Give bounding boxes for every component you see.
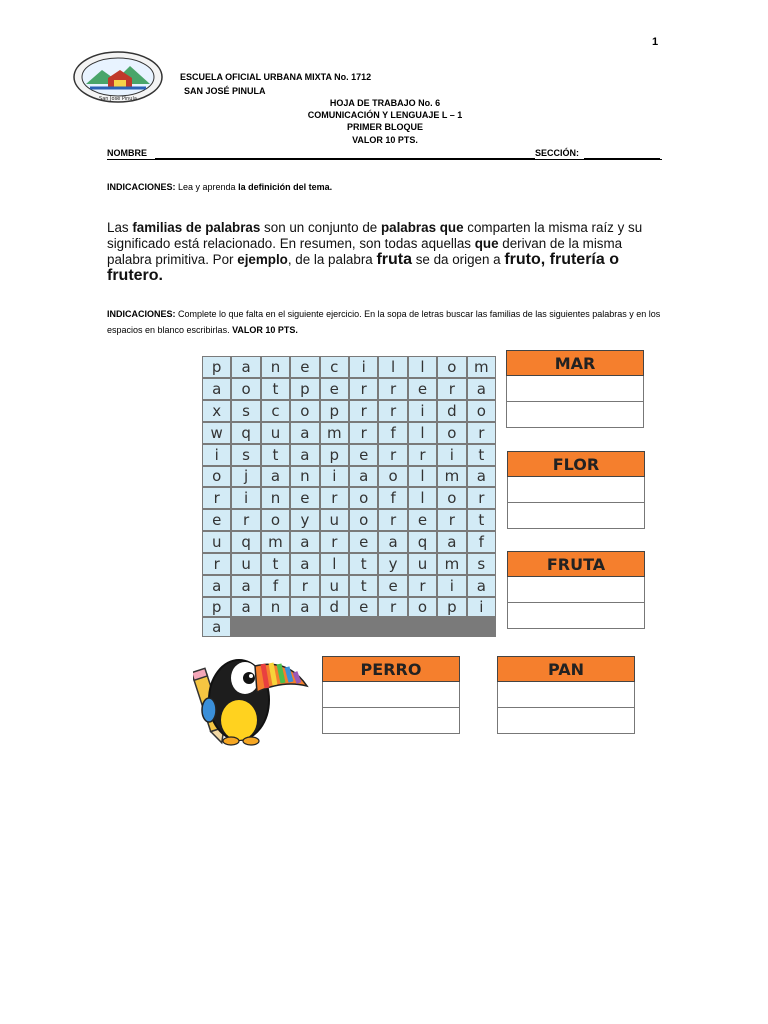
def-text: son un conjunto de [260, 220, 381, 235]
grid-cell[interactable]: r [203, 554, 230, 574]
grid-cell[interactable]: m [438, 554, 465, 574]
answer-line[interactable] [497, 682, 635, 708]
grid-cell[interactable]: r [321, 488, 348, 508]
answer-line[interactable] [322, 682, 460, 708]
grid-cell[interactable]: r [379, 598, 406, 616]
block-title: PRIMER BLOQUE [346, 122, 423, 132]
word-box-title: PERRO [322, 656, 460, 682]
grid-cell[interactable]: o [379, 467, 406, 487]
grid-cell[interactable]: o [350, 488, 377, 508]
def-bold: palabras que [380, 220, 464, 235]
grid-cell[interactable]: r [379, 510, 406, 530]
grid-cell[interactable]: a [291, 554, 318, 574]
grid-cell[interactable]: i [409, 401, 436, 421]
grid-cell[interactable]: r [379, 401, 406, 421]
grid-cell[interactable]: e [291, 357, 318, 377]
word-box-flor [507, 451, 645, 529]
grid-cell[interactable]: m [438, 467, 465, 487]
grid-cell[interactable]: r [203, 488, 230, 508]
grid-cell[interactable]: c [321, 357, 348, 377]
grid-cell[interactable]: i [232, 488, 259, 508]
grid-cell[interactable]: r [379, 445, 406, 465]
instructions-label: INDICACIONES: [107, 182, 176, 192]
grid-cell[interactable]: i [438, 576, 465, 596]
grid-cell[interactable]: r [321, 532, 348, 552]
instructions-value: VALOR 10 PTS. [232, 325, 298, 335]
school-seal-logo [72, 50, 164, 104]
grid-cell[interactable]: e [350, 532, 377, 552]
grid-cell[interactable]: t [350, 576, 377, 596]
grid-cell[interactable]: a [203, 618, 230, 636]
answer-line[interactable] [507, 603, 645, 629]
grid-cell[interactable]: r [409, 445, 436, 465]
grid-cell[interactable]: o [262, 510, 289, 530]
def-bold: que [474, 236, 499, 251]
section-label: SECCIÓN: [535, 148, 580, 158]
grid-cell[interactable]: p [438, 598, 465, 616]
instructions-text: Lea y aprenda [175, 182, 239, 192]
grid-cell[interactable]: l [409, 357, 436, 377]
grid-cell[interactable]: p [321, 445, 348, 465]
name-label: NOMBRE [107, 148, 147, 158]
answer-line[interactable] [506, 376, 644, 402]
answer-line[interactable] [322, 708, 460, 734]
grid-cell[interactable]: e [409, 379, 436, 399]
grid-cell[interactable]: q [232, 532, 259, 552]
grid-cell[interactable]: o [438, 357, 465, 377]
grid-cell[interactable]: u [203, 532, 230, 552]
grid-cell[interactable]: l [379, 357, 406, 377]
toucan-pencil-illustration [193, 640, 311, 750]
def-text: Las [107, 220, 133, 235]
grid-cell[interactable]: m [262, 532, 289, 552]
grid-cell[interactable]: j [232, 467, 259, 487]
def-text: se da origen a [412, 252, 505, 267]
sheet-title: HOJA DE TRABAJO No. 6 [329, 98, 441, 108]
grid-cell[interactable]: p [203, 357, 230, 377]
grid-cell[interactable]: n [262, 598, 289, 616]
def-text: comparten la misma raíz y su significado está relacionado. En resumen, son todas aquellas [107, 220, 643, 251]
grid-cell[interactable]: u [409, 554, 436, 574]
grid-cell[interactable]: a [232, 357, 259, 377]
grid-cell[interactable]: y [379, 554, 406, 574]
grid-cell[interactable]: i [438, 445, 465, 465]
instructions-label: INDICACIONES: [107, 309, 176, 319]
grid-cell[interactable]: f [468, 532, 495, 552]
word-box-title: FRUTA [507, 551, 645, 577]
def-text: , de la palabra [287, 252, 377, 267]
def-bold: ejemplo [237, 252, 288, 267]
grid-cell[interactable]: n [262, 488, 289, 508]
grid-cell[interactable]: d [438, 401, 465, 421]
word-box-title: PAN [497, 656, 635, 682]
grid-cell[interactable]: a [468, 467, 495, 487]
grid-cell[interactable]: d [321, 598, 348, 616]
answer-line[interactable] [506, 402, 644, 428]
grid-cell[interactable]: r [232, 510, 259, 530]
answer-line[interactable] [507, 577, 645, 603]
value-title: VALOR 10 PTS. [352, 135, 418, 145]
grid-cell[interactable]: o [291, 401, 318, 421]
grid-cell[interactable]: e [409, 510, 436, 530]
grid-cell[interactable]: l [409, 423, 436, 443]
grid-cell[interactable]: f [262, 576, 289, 596]
grid-cell[interactable]: i [350, 357, 377, 377]
answer-line[interactable] [507, 477, 645, 503]
grid-cell[interactable]: r [350, 379, 377, 399]
school-name: ESCUELA OFICIAL URBANA MIXTA No. 1712 [180, 72, 372, 82]
grid-cell[interactable]: l [321, 554, 348, 574]
grid-cell[interactable]: q [409, 532, 436, 552]
grid-cell[interactable]: e [321, 379, 348, 399]
grid-cell[interactable]: t [262, 379, 289, 399]
grid-cell[interactable]: i [468, 598, 495, 616]
grid-cell[interactable]: r [468, 488, 495, 508]
grid-cell[interactable]: a [291, 532, 318, 552]
def-text: derivan de la misma palabra primitiva. Por [107, 236, 623, 267]
grid-cell[interactable]: l [409, 488, 436, 508]
school-city: SAN JOSÉ PINULA [184, 86, 266, 96]
svg-text:San José Pinula: San José Pinula [99, 96, 137, 102]
instructions-topic: la definición del tema. [238, 182, 333, 192]
grid-cell[interactable]: r [409, 576, 436, 596]
grid-cell[interactable]: e [379, 576, 406, 596]
word-box-perro [322, 656, 460, 734]
grid-cell[interactable]: a [291, 423, 318, 443]
grid-cell[interactable]: e [291, 488, 318, 508]
grid-cell[interactable]: r [468, 423, 495, 443]
grid-cell[interactable]: a [203, 576, 230, 596]
grid-cell[interactable]: t [468, 445, 495, 465]
grid-cell[interactable]: a [468, 576, 495, 596]
instructions-exercise [107, 306, 667, 338]
page-number: 1 [652, 36, 659, 48]
grid-cell[interactable]: u [262, 423, 289, 443]
word-search-grid [202, 356, 496, 637]
grid-cell[interactable]: s [232, 401, 259, 421]
grid-cell[interactable]: t [262, 554, 289, 574]
grid-cell[interactable]: o [232, 379, 259, 399]
grid-cell[interactable]: n [291, 467, 318, 487]
grid-cell[interactable]: a [232, 576, 259, 596]
grid-cell[interactable]: a [438, 532, 465, 552]
grid-cell[interactable]: i [321, 467, 348, 487]
word-box-pan [497, 656, 635, 734]
word-box-fruta [507, 551, 645, 629]
instructions-read [107, 182, 332, 192]
answer-line[interactable] [507, 503, 645, 529]
grid-cell[interactable]: o [203, 467, 230, 487]
word-box-title: MAR [506, 350, 644, 376]
definition-paragraph [107, 220, 667, 284]
subject-title: COMUNICACIÓN Y LENGUAJE L – 1 [307, 110, 463, 120]
grid-cell[interactable]: t [468, 510, 495, 530]
grid-cell[interactable]: a [262, 467, 289, 487]
answer-line[interactable] [497, 708, 635, 734]
grid-cell[interactable]: r [350, 423, 377, 443]
grid-cell[interactable]: o [409, 598, 436, 616]
grid-cell[interactable]: f [379, 423, 406, 443]
word-box-mar [506, 350, 644, 428]
grid-cell[interactable]: r [291, 576, 318, 596]
grid-cell[interactable]: e [350, 445, 377, 465]
grid-cell[interactable]: q [232, 423, 259, 443]
grid-cell[interactable]: a [232, 598, 259, 616]
grid-cell[interactable]: r [379, 379, 406, 399]
grid-cell[interactable]: a [379, 532, 406, 552]
grid-cell[interactable]: o [468, 401, 495, 421]
grid-cell[interactable]: a [468, 379, 495, 399]
grid-cell[interactable]: m [321, 423, 348, 443]
grid-cell[interactable]: e [203, 510, 230, 530]
grid-cell[interactable]: a [350, 467, 377, 487]
def-example-word: fruta [376, 251, 413, 268]
grid-cell[interactable]: u [321, 576, 348, 596]
grid-cell[interactable]: n [262, 357, 289, 377]
grid-cell[interactable]: o [350, 510, 377, 530]
grid-cell[interactable]: c [262, 401, 289, 421]
grid-cell[interactable]: x [203, 401, 230, 421]
grid-cell[interactable]: a [203, 379, 230, 399]
grid-cell[interactable]: o [438, 488, 465, 508]
grid-cell[interactable]: l [409, 467, 436, 487]
grid-cell[interactable]: a [291, 445, 318, 465]
grid-cell[interactable]: i [203, 445, 230, 465]
header-divider [107, 159, 662, 160]
grid-cell[interactable]: f [379, 488, 406, 508]
grid-cell[interactable]: e [350, 598, 377, 616]
grid-cell[interactable]: p [203, 598, 230, 616]
def-example-derivatives: fruto, frutería o frutero. [107, 251, 619, 284]
grid-cell[interactable]: r [438, 510, 465, 530]
grid-cell[interactable]: s [232, 445, 259, 465]
grid-cell[interactable]: s [468, 554, 495, 574]
def-bold: familias de palabras [132, 220, 261, 235]
grid-cell[interactable]: p [321, 401, 348, 421]
word-box-title: FLOR [507, 451, 645, 477]
grid-cell[interactable]: t [262, 445, 289, 465]
instructions-text: Complete lo que falta en el siguiente ejercicio. En la sopa de letras buscar las familias de las siguientes palabras y en los espacios en blanco escribirlas. [107, 309, 661, 335]
grid-cell[interactable]: o [438, 423, 465, 443]
grid-cell[interactable]: m [468, 357, 495, 377]
grid-cell[interactable]: u [321, 510, 348, 530]
grid-cell[interactable]: r [350, 401, 377, 421]
grid-cell[interactable]: p [291, 379, 318, 399]
grid-cell[interactable]: u [232, 554, 259, 574]
grid-cell[interactable]: w [203, 423, 230, 443]
grid-cell[interactable]: a [291, 598, 318, 616]
grid-cell[interactable]: t [350, 554, 377, 574]
grid-cell[interactable]: y [291, 510, 318, 530]
grid-cell[interactable]: r [438, 379, 465, 399]
